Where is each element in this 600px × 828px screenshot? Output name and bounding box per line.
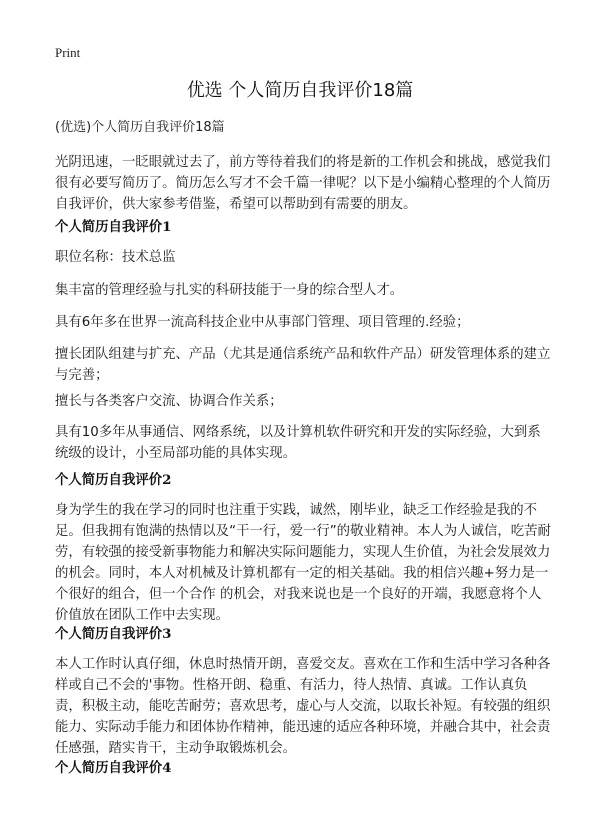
section-heading-3: 个人简历自我评价3: [55, 626, 172, 642]
intro-paragraph: 光阴迅速，一眨眼就过去了，前方等待着我们的将是新的工作机会和挑战，感觉我们很有必要写简历了。简历怎么写才不会千篇一律呢？以下是小编精心整理的个人简历自我评价，供大家参考借鉴，希望可以帮助到有需要的朋友。: [55, 155, 551, 212]
section-1-paragraph-5: 擅长与各类客户交流、协调合作关系；: [55, 394, 283, 409]
section-1-paragraph-4: 擅长团队组建与扩充、产品（尤其是通信系统产品和软件产品）研发管理体系的建立与完善；: [55, 347, 551, 383]
section-1-paragraph-3: 具有6年多在世界一流高科技企业中从事部门管理、项目管理的.经验；: [55, 315, 470, 330]
section-1-paragraph-1: 职位名称：技术总监: [55, 250, 176, 265]
section-2-paragraph-1: 身为学生的我在学习的同时也注重于实践，诚然，刚毕业，缺乏工作经验是我的不足。但我拥有饱满的热情以及“干一行，爱一行”的敬业精神。本人为人诚信，吃苦耐劳，有较强的接受新事物能力和解决实际问题能力，实现人生价值，为社会发展效力的机会。同时，本人对机械及计算机都有一定的相关基础。我的相信兴趣+努力是一个很好的组合，但一个合作 的机会，对我来说也是一个良好的开端，我愿意将个人价值放在团队工作中去实现。: [55, 503, 551, 623]
document-subtitle: (优选)个人简历自我评价18篇: [55, 120, 225, 135]
section-3-paragraph-1: 本人工作时认真仔细，休息时热情开朗，喜爱交友。喜欢在工作和生活中学习各种各样或自己不会的'事物。性格开朗、稳重、有活力，待人热情、真诚。工作认真负责，积极主动，能吃苦耐劳；喜欢思考，虚心与人交流，以取长补短。有较强的组织能力、实际动手能力和团体协作精神，能迅速的适应各种环境，并融合其中，社会责任感强，踏实肯干，主动争取锻炼机会。: [55, 657, 551, 756]
section-heading-2: 个人简历自我评价2: [55, 472, 172, 488]
document-title: 优选 个人简历自我评价18篇: [186, 80, 414, 101]
section-1-paragraph-2: 集丰富的管理经验与扎实的科研技能于一身的综合型人才。: [55, 283, 404, 298]
section-heading-1: 个人简历自我评价1: [55, 219, 172, 235]
print-link[interactable]: Print: [55, 45, 81, 60]
section-1-paragraph-6: 具有10多年从事通信、网络系统，以及计算机软件研究和开发的实际经验，大到系统级的设计，小至局部功能的具体实现。: [55, 425, 541, 461]
section-heading-4: 个人简历自我评价4: [55, 760, 172, 776]
